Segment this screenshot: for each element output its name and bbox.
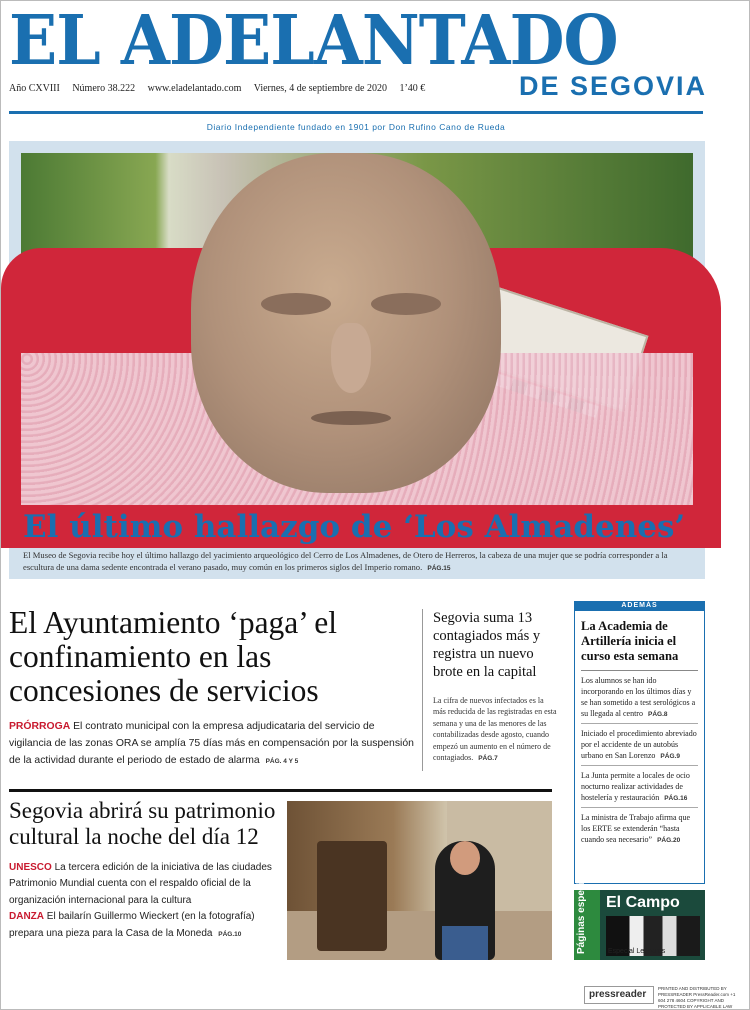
issue-year: Año CXVIII	[9, 83, 60, 94]
sidebar-item[interactable]	[581, 766, 698, 808]
sidebar-item-text: Los alumnos se han ido incorporando en los últimos días y se han sometido a test serológicos a su llegada al centro	[581, 676, 696, 718]
website-link[interactable]: www.eladelantado.com	[147, 83, 242, 94]
lead-headline[interactable]: El último hallazgo de ‘Los Almadenes’	[23, 509, 686, 545]
ad-el-campo[interactable]	[574, 862, 705, 960]
sidebar-tab-label: ADEMÁS	[574, 601, 705, 611]
issue-date: Viernes, 4 de septiembre de 2020	[253, 83, 387, 94]
lead-page-ref: PÁG.15	[427, 565, 451, 572]
story-contagiados-body	[433, 695, 558, 764]
story-patrimonio[interactable]	[9, 798, 279, 943]
column-divider	[422, 609, 423, 771]
sidebar-headline[interactable]: La Academia de Artillería inicia el curso esta semana	[581, 611, 698, 671]
sculpture-mouth	[311, 411, 391, 425]
sidebar-item-page-ref: PÁG.8	[647, 711, 668, 718]
story-patrimonio-body	[9, 860, 279, 943]
photo2-machinery	[317, 841, 387, 951]
sidebar-item[interactable]	[581, 808, 698, 849]
sidebar-item-page-ref: PÁG.9	[660, 753, 680, 760]
story-ayuntamiento-page-ref: PÁG. 4 Y 5	[265, 758, 299, 765]
newspaper-title: EL ADELANTADO	[9, 1, 618, 81]
story-contagiados[interactable]	[433, 609, 558, 764]
sidebar-item[interactable]	[581, 724, 698, 766]
sidebar-item[interactable]	[581, 671, 698, 724]
issue-info	[9, 83, 435, 94]
story-ayuntamiento-kicker: PRÓRROGA	[9, 721, 71, 732]
story-patrimonio-kicker-danza: DANZA	[9, 911, 44, 923]
sidebar-item-text: Iniciado el procedimiento abreviado por el accidente de un autobús urbano en San Lorenzo	[581, 729, 697, 760]
photo-casa-de-la-moneda	[287, 801, 552, 960]
ad-strip	[574, 862, 600, 960]
sculpture-nose	[331, 323, 371, 393]
story-ayuntamiento-headline[interactable]: El Ayuntamiento ‘paga’ el confinamiento en las concesiones de servicios	[9, 605, 338, 708]
ad-strip-text: Páginas especiales	[576, 862, 587, 954]
lead-caption	[23, 549, 693, 575]
masthead	[9, 1, 744, 81]
pressreader-logo[interactable]: pressreader	[584, 986, 654, 1004]
pressreader-notice: PRINTED AND DISTRIBUTED BY PRESSREADER PressReader.com +1 604 278 4604 COPYRIGHT AND PROTECTED BY APPLICABLE LAW	[658, 986, 736, 1009]
sidebar-item-page-ref: PÁG.20	[657, 837, 681, 844]
story-patrimonio-kicker-unesco: UNESCO	[9, 862, 52, 873]
story-ayuntamiento-text: El contrato municipal con la empresa adjudicataria del servicio de vigilancia de las zonas ORA se amplía 75 días más en compensación por la suspensión de la actividad durante el periodo de estado de alarma	[9, 721, 414, 766]
tagline: Diario Independiente fundado en 1901 por Don Rufino Cano de Rueda	[206, 122, 506, 132]
story-contagiados-text: La cifra de nuevos infectados es la más reducida de las registradas en esta semana y una de las menores de las contabilizadas desde agosto, cuando empezó un aumento en el número de contagiados.	[433, 696, 557, 763]
sidebar-item-page-ref: PÁG.16	[664, 795, 688, 802]
ad-sponsor: Especial Lecheros	[608, 948, 666, 955]
photo-sculpture-head	[191, 153, 501, 493]
story-patrimonio-text-danza: El bailarín Guillermo Wieckert (en la fotografía) prepara una pieza para la Casa de la Moneda	[9, 911, 255, 939]
ad-title: El Campo	[606, 894, 680, 911]
sidebar-item-text: La Junta permite a locales de ocio nocturno realizar actividades de hostelería y restauración	[581, 771, 690, 802]
story-contagiados-headline[interactable]: Segovia suma 13 contagiados más y registra un nuevo brote en la capital	[433, 610, 541, 680]
masthead-divider	[9, 111, 703, 114]
photo2-dancer-jeans	[442, 926, 488, 960]
issue-number: Número 38.222	[72, 83, 136, 94]
sidebar-ademas	[574, 601, 705, 884]
sidebar-item-text: La ministra de Trabajo afirma que los ERTE se extenderán “hasta cuando sea necesario”	[581, 813, 691, 844]
lead-photo-stone-head	[21, 153, 693, 505]
newspaper-subtitle: DE SEGOVIA	[518, 71, 707, 101]
sculpture-eye-left	[261, 293, 331, 315]
lead-caption-text: El Museo de Segovia recibe hoy el último hallazgo del yacimiento arqueológico del Cerro de Los Almadenes, de Otero de Herreros, la cabeza de una mujer que se podría corresponder a la escultura de una dama sedente encontrada el verano pasado, muy común en los primeros siglos del Imperio romano.	[23, 550, 668, 572]
section-divider	[9, 789, 552, 792]
photo2-dancer-face	[450, 841, 480, 875]
issue-price: 1’40 €	[399, 83, 426, 94]
story-patrimonio-page-ref: PÁG.10	[218, 930, 242, 938]
story-ayuntamiento-body	[9, 718, 414, 770]
lead-story[interactable]	[9, 141, 705, 579]
sidebar-body	[574, 611, 705, 884]
sculpture-eye-right	[371, 293, 441, 315]
story-patrimonio-headline[interactable]: Segovia abrirá su patrimonio cultural la noche del día 12	[9, 798, 276, 849]
story-patrimonio-text-unesco: La tercera edición de la iniciativa de las ciudades Patrimonio Mundial cuenta con el respaldo oficial de la organización internacional para la cultura	[9, 862, 272, 906]
story-ayuntamiento[interactable]	[9, 606, 414, 770]
story-contagiados-page-ref: PÁG.7	[478, 755, 498, 763]
